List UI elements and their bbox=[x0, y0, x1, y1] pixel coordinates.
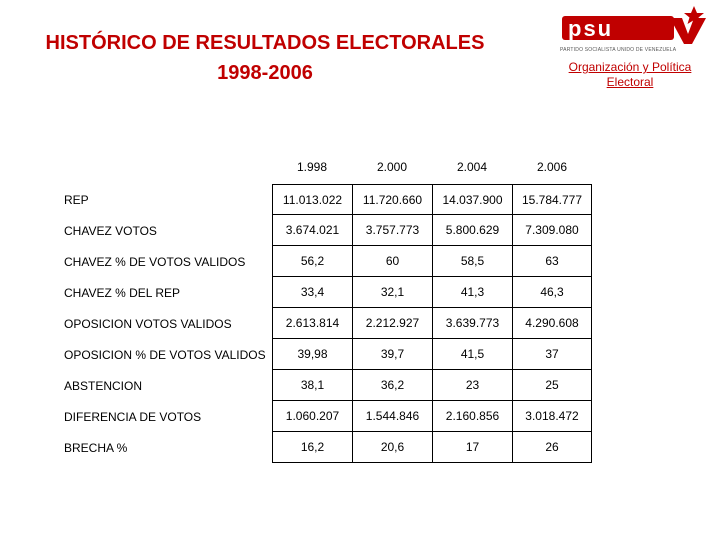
row-label: DIFERENCIA DE VOTOS bbox=[64, 410, 202, 424]
title-line-2: 1998-2006 bbox=[217, 62, 313, 84]
table-cell: 1.060.207 bbox=[272, 401, 352, 432]
table-cell: 11.013.022 bbox=[272, 184, 352, 215]
table-cell: 20,6 bbox=[352, 432, 432, 463]
table-cell: 5.800.629 bbox=[432, 215, 512, 246]
row-label: OPOSICION % DE VOTOS VALIDOS bbox=[64, 348, 266, 362]
org-line-1: Organización y Política bbox=[568, 60, 692, 74]
table-cell: 16,2 bbox=[272, 432, 352, 463]
org-politica-electoral-link[interactable] bbox=[545, 60, 715, 90]
table-cell: 56,2 bbox=[272, 246, 352, 277]
row-label: CHAVEZ % DE VOTOS VALIDOS bbox=[64, 255, 246, 269]
table-cell: 3.757.773 bbox=[352, 215, 432, 246]
table-cell: 2.212.927 bbox=[352, 308, 432, 339]
year-header: 2.004 bbox=[456, 160, 488, 174]
row-label: BRECHA % bbox=[64, 441, 128, 455]
table-cell: 58,5 bbox=[432, 246, 512, 277]
table-cell: 25 bbox=[512, 370, 592, 401]
table-cell: 33,4 bbox=[272, 277, 352, 308]
table-cell: 63 bbox=[512, 246, 592, 277]
table-cell: 2.613.814 bbox=[272, 308, 352, 339]
title-line-1: HISTÓRICO DE RESULTADOS ELECTORALES bbox=[45, 32, 485, 54]
row-label: CHAVEZ VOTOS bbox=[64, 224, 157, 238]
year-header: 1.998 bbox=[296, 160, 328, 174]
table-cell: 14.037.900 bbox=[432, 184, 512, 215]
year-header: 2.006 bbox=[536, 160, 568, 174]
table-cell: 7.309.080 bbox=[512, 215, 592, 246]
table-cell: 4.290.608 bbox=[512, 308, 592, 339]
table-cell: 2.160.856 bbox=[432, 401, 512, 432]
table-cell: 23 bbox=[432, 370, 512, 401]
table-cell: 41,5 bbox=[432, 339, 512, 370]
table-cell: 17 bbox=[432, 432, 512, 463]
table-cell: 39,98 bbox=[272, 339, 352, 370]
table-cell: 38,1 bbox=[272, 370, 352, 401]
table-cell: 32,1 bbox=[352, 277, 432, 308]
table-cell: 3.674.021 bbox=[272, 215, 352, 246]
table-cell: 11.720.660 bbox=[352, 184, 432, 215]
row-label: CHAVEZ % DEL REP bbox=[64, 286, 181, 300]
table-cell: 15.784.777 bbox=[512, 184, 592, 215]
table-cell: 3.018.472 bbox=[512, 401, 592, 432]
page-title bbox=[40, 28, 490, 88]
year-header: 2.000 bbox=[376, 160, 408, 174]
table-cell: 26 bbox=[512, 432, 592, 463]
logo-caption: PARTIDO SOCIALISTA UNIDO DE VENEZUELA bbox=[560, 47, 677, 53]
table-cell: 3.639.773 bbox=[432, 308, 512, 339]
svg-text:psu: psu bbox=[568, 16, 614, 41]
table-cell: 41,3 bbox=[432, 277, 512, 308]
table-cell: 1.544.846 bbox=[352, 401, 432, 432]
row-label: ABSTENCION bbox=[64, 379, 143, 393]
table-cell: 37 bbox=[512, 339, 592, 370]
table-cell: 36,2 bbox=[352, 370, 432, 401]
row-label: OPOSICION VOTOS VALIDOS bbox=[64, 317, 232, 331]
org-line-2: Electoral bbox=[606, 75, 654, 89]
table-cell: 46,3 bbox=[512, 277, 592, 308]
table-cell: 60 bbox=[352, 246, 432, 277]
row-label: REP bbox=[64, 193, 89, 207]
table-cell: 39,7 bbox=[352, 339, 432, 370]
